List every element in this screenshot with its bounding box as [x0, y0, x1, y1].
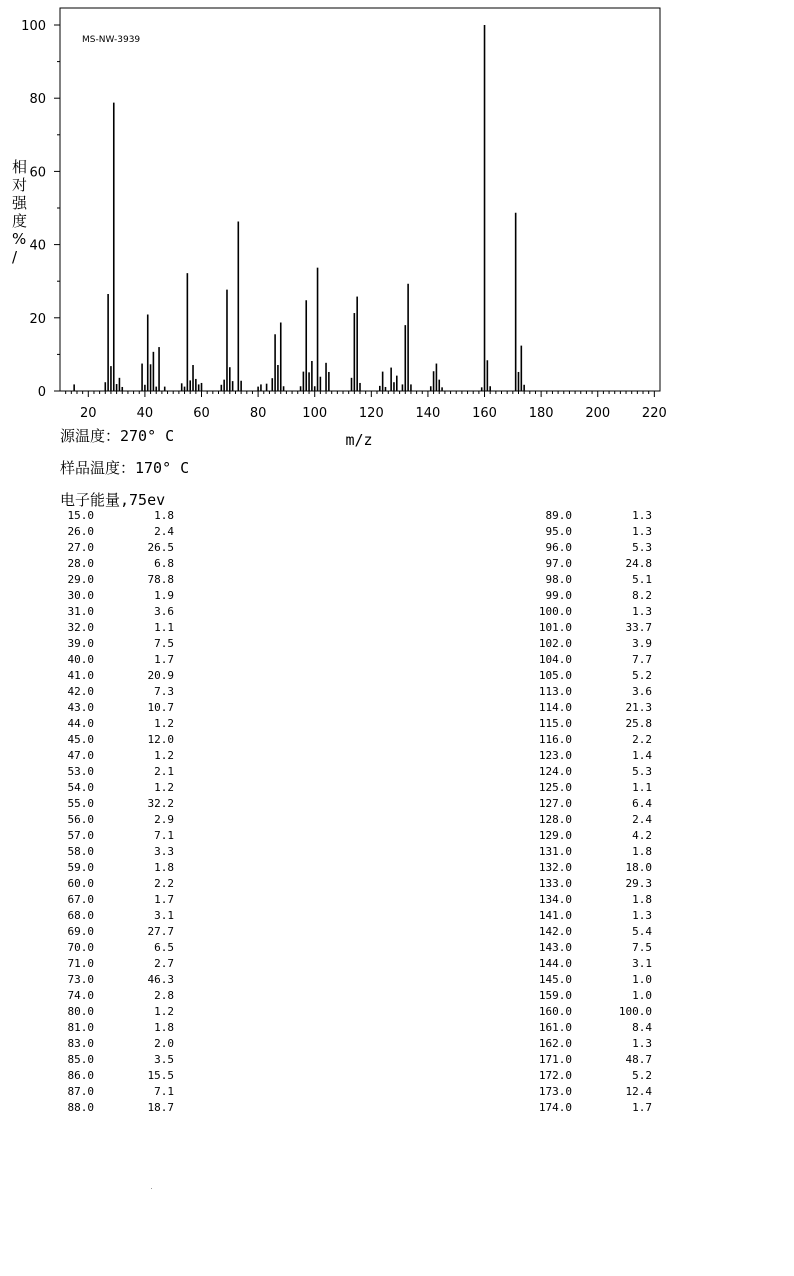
peak-row	[538, 956, 652, 972]
intensity-value: 33.7	[625, 621, 652, 634]
peak-row	[538, 844, 652, 860]
intensity-value: 7.7	[632, 653, 652, 666]
intensity-value: 15.5	[147, 1069, 174, 1082]
intensity-value: 5.1	[632, 573, 652, 586]
intensity-value: 1.8	[632, 893, 652, 906]
x-axis-ticks	[66, 391, 667, 421]
intensity-value: 18.0	[625, 861, 652, 874]
mz-value: 128.0	[538, 813, 572, 826]
peak-row	[60, 572, 174, 588]
mz-value: 159.0	[538, 989, 572, 1002]
intensity-value: 10.7	[147, 701, 174, 714]
mz-value: 172.0	[538, 1069, 572, 1082]
mz-value: 97.0	[545, 557, 572, 570]
mz-value: 104.0	[538, 653, 572, 666]
intensity-value: 8.4	[632, 1021, 652, 1034]
intensity-value: 7.5	[632, 941, 652, 954]
x-tick-label: 80	[249, 406, 267, 421]
mz-value: 102.0	[538, 637, 572, 650]
peak-row	[538, 636, 652, 652]
peak-row	[538, 940, 652, 956]
peak-table-right	[538, 508, 652, 1116]
mz-value: 145.0	[538, 973, 572, 986]
peak-row	[538, 1020, 652, 1036]
peak-row	[538, 700, 652, 716]
peak-row	[60, 1100, 174, 1116]
mz-value: 71.0	[67, 957, 94, 970]
peak-row	[538, 924, 652, 940]
x-tick-label: 140	[415, 406, 441, 421]
intensity-value: 6.8	[154, 557, 174, 570]
peak-row	[60, 588, 174, 604]
peak-row	[60, 988, 174, 1004]
mz-value: 123.0	[538, 749, 572, 762]
peak-row	[60, 844, 174, 860]
intensity-value: 3.3	[154, 845, 174, 858]
peak-row	[60, 876, 174, 892]
mz-value: 73.0	[67, 973, 94, 986]
mz-value: 29.0	[67, 573, 94, 586]
mz-value: 30.0	[67, 589, 94, 602]
mz-value: 125.0	[538, 781, 572, 794]
mz-value: 85.0	[67, 1053, 94, 1066]
mz-value: 174.0	[538, 1101, 572, 1114]
mz-value: 70.0	[67, 941, 94, 954]
mz-value: 28.0	[67, 557, 94, 570]
intensity-value: 3.1	[632, 957, 652, 970]
peak-row	[538, 972, 652, 988]
intensity-value: 78.8	[147, 573, 174, 586]
peak-row	[60, 652, 174, 668]
mz-value: 87.0	[67, 1085, 94, 1098]
y-tick-label: 100	[21, 19, 46, 34]
peak-row	[538, 812, 652, 828]
intensity-value: 1.3	[632, 509, 652, 522]
mz-value: 56.0	[67, 813, 94, 826]
intensity-value: 2.4	[632, 813, 652, 826]
intensity-value: 7.1	[154, 1085, 174, 1098]
mz-value: 101.0	[538, 621, 572, 634]
mz-value: 144.0	[538, 957, 572, 970]
intensity-value: 24.8	[625, 557, 652, 570]
mz-value: 142.0	[538, 925, 572, 938]
x-tick-label: 40	[136, 406, 154, 421]
peak-row	[538, 668, 652, 684]
intensity-value: 1.8	[154, 861, 174, 874]
intensity-value: 1.2	[154, 717, 174, 730]
mz-value: 80.0	[67, 1005, 94, 1018]
peak-row	[538, 524, 652, 540]
peak-row	[538, 556, 652, 572]
peak-row	[538, 1052, 652, 1068]
intensity-value: 3.1	[154, 909, 174, 922]
intensity-value: 26.5	[147, 541, 174, 554]
peak-row	[538, 764, 652, 780]
intensity-value: 46.3	[147, 973, 174, 986]
intensity-value: 12.4	[625, 1085, 652, 1098]
peak-row	[60, 1020, 174, 1036]
intensity-value: 3.5	[154, 1053, 174, 1066]
peak-row	[538, 732, 652, 748]
mz-value: 45.0	[67, 733, 94, 746]
intensity-value: 5.2	[632, 669, 652, 682]
mz-value: 42.0	[67, 685, 94, 698]
mz-value: 58.0	[67, 845, 94, 858]
peak-row	[538, 716, 652, 732]
y-axis-label: 相对强度% /	[12, 158, 28, 266]
mz-value: 60.0	[67, 877, 94, 890]
peak-row	[538, 780, 652, 796]
x-axis-label: m/z	[345, 431, 373, 449]
intensity-value: 4.2	[632, 829, 652, 842]
intensity-value: 21.3	[625, 701, 652, 714]
intensity-value: 1.3	[632, 605, 652, 618]
intensity-value: 5.3	[632, 541, 652, 554]
intensity-value: 29.3	[625, 877, 652, 890]
peak-row	[60, 620, 174, 636]
y-tick-label: 0	[37, 385, 46, 400]
intensity-value: 1.8	[632, 845, 652, 858]
peak-row	[60, 668, 174, 684]
peak-row	[60, 540, 174, 556]
peak-row	[60, 924, 174, 940]
mz-value: 116.0	[538, 733, 572, 746]
mz-value: 105.0	[538, 669, 572, 682]
mz-value: 68.0	[67, 909, 94, 922]
peak-row	[538, 540, 652, 556]
mz-value: 53.0	[67, 765, 94, 778]
sample-temperature: 样品温度：170° C	[60, 459, 190, 477]
peak-table-left	[60, 508, 174, 1116]
peak-row	[60, 508, 174, 524]
mz-value: 160.0	[538, 1005, 572, 1018]
peak-row	[60, 1036, 174, 1052]
peak-row	[60, 956, 174, 972]
mz-value: 54.0	[67, 781, 94, 794]
plot-frame	[60, 8, 660, 391]
intensity-value: 1.3	[632, 1037, 652, 1050]
peak-row	[538, 1084, 652, 1100]
peak-row	[538, 620, 652, 636]
mz-value: 124.0	[538, 765, 572, 778]
y-tick-label: 20	[29, 311, 46, 327]
intensity-value: 18.7	[147, 1101, 174, 1114]
mz-value: 81.0	[67, 1021, 94, 1034]
mz-value: 86.0	[67, 1069, 94, 1082]
peak-row	[538, 684, 652, 700]
mz-value: 69.0	[67, 925, 94, 938]
mz-value: 162.0	[538, 1037, 572, 1050]
mz-value: 127.0	[538, 797, 572, 810]
mz-value: 99.0	[545, 589, 572, 602]
mz-value: 113.0	[538, 685, 572, 698]
peak-row	[60, 748, 174, 764]
mz-value: 133.0	[538, 877, 572, 890]
mz-value: 32.0	[67, 621, 94, 634]
peak-row	[60, 796, 174, 812]
electron-energy: 电子能量,75ev	[60, 491, 166, 509]
intensity-value: 1.8	[154, 1021, 174, 1034]
peak-row	[60, 556, 174, 572]
peak-bars	[74, 25, 524, 391]
mz-value: 114.0	[538, 701, 572, 714]
peak-row	[538, 1004, 652, 1020]
mz-value: 31.0	[67, 605, 94, 618]
peak-row	[538, 796, 652, 812]
peak-row	[538, 876, 652, 892]
mz-value: 88.0	[67, 1101, 94, 1114]
intensity-value: 2.8	[154, 989, 174, 1002]
mz-value: 74.0	[67, 989, 94, 1002]
intensity-value: 3.9	[632, 637, 652, 650]
intensity-value: 5.4	[632, 925, 652, 938]
source-temperature: 源温度：270° C	[60, 427, 175, 445]
mz-value: 83.0	[67, 1037, 94, 1050]
intensity-value: 7.1	[154, 829, 174, 842]
peak-row	[538, 1100, 652, 1116]
mz-value: 41.0	[67, 669, 94, 682]
intensity-value: 6.4	[632, 797, 652, 810]
peak-row	[538, 1068, 652, 1084]
intensity-value: 2.4	[154, 525, 174, 538]
intensity-value: 100.0	[618, 1005, 652, 1018]
peak-row	[60, 972, 174, 988]
mz-value: 89.0	[545, 509, 572, 522]
intensity-value: 1.0	[632, 989, 652, 1002]
intensity-value: 1.3	[632, 909, 652, 922]
intensity-value: 12.0	[147, 733, 174, 746]
mz-value: 47.0	[67, 749, 94, 762]
mz-value: 171.0	[538, 1053, 572, 1066]
mz-value: 141.0	[538, 909, 572, 922]
peak-row	[538, 988, 652, 1004]
intensity-value: 2.0	[154, 1037, 174, 1050]
x-tick-label: 160	[472, 406, 497, 421]
mz-value: 95.0	[545, 525, 572, 538]
mz-value: 59.0	[67, 861, 94, 874]
x-tick-label: 180	[528, 406, 554, 421]
peak-row	[538, 508, 652, 524]
peak-row	[538, 828, 652, 844]
peak-row	[538, 860, 652, 876]
intensity-value: 1.2	[154, 1005, 174, 1018]
peak-row	[60, 684, 174, 700]
x-tick-label: 200	[585, 406, 611, 421]
mz-value: 55.0	[67, 797, 94, 810]
intensity-value: 1.3	[632, 525, 652, 538]
mz-value: 40.0	[67, 653, 94, 666]
peak-row	[60, 524, 174, 540]
peak-row	[60, 716, 174, 732]
mz-value: 57.0	[67, 829, 94, 842]
peak-row	[538, 588, 652, 604]
mz-value: 129.0	[538, 829, 572, 842]
mz-value: 134.0	[538, 893, 572, 906]
peak-row	[538, 572, 652, 588]
intensity-value: 7.3	[154, 685, 174, 698]
intensity-value: 2.2	[632, 733, 652, 746]
intensity-value: 2.7	[154, 957, 174, 970]
mz-value: 39.0	[67, 637, 94, 650]
intensity-value: 20.9	[147, 669, 174, 682]
mz-value: 173.0	[538, 1085, 572, 1098]
intensity-value: 1.8	[154, 509, 174, 522]
mz-value: 132.0	[538, 861, 572, 874]
mz-value: 100.0	[538, 605, 572, 618]
peak-row	[60, 604, 174, 620]
peak-row	[60, 764, 174, 780]
intensity-value: 5.3	[632, 765, 652, 778]
peak-row	[60, 940, 174, 956]
intensity-value: 1.2	[154, 749, 174, 762]
peak-row	[60, 812, 174, 828]
mz-value: 115.0	[538, 717, 572, 730]
mz-value: 26.0	[67, 525, 94, 538]
intensity-value: 6.5	[154, 941, 174, 954]
peak-row	[60, 860, 174, 876]
intensity-value: 1.9	[154, 589, 174, 602]
mz-value: 67.0	[67, 893, 94, 906]
peak-row	[538, 604, 652, 620]
peak-row	[60, 828, 174, 844]
intensity-value: 1.7	[154, 893, 174, 906]
intensity-value: 1.4	[632, 749, 652, 762]
intensity-value: 2.9	[154, 813, 174, 826]
peak-row	[60, 1084, 174, 1100]
peak-row	[538, 748, 652, 764]
y-tick-label: 40	[29, 238, 46, 254]
peak-row	[538, 1036, 652, 1052]
mz-value: 96.0	[545, 541, 572, 554]
intensity-value: 48.7	[625, 1053, 652, 1066]
peak-row	[538, 892, 652, 908]
mz-value: 143.0	[538, 941, 572, 954]
intensity-value: 2.1	[154, 765, 174, 778]
peak-row	[60, 908, 174, 924]
peak-row	[538, 908, 652, 924]
y-tick-label: 60	[29, 165, 46, 181]
mz-value: 161.0	[538, 1021, 572, 1034]
stray-dot	[151, 1188, 152, 1189]
y-tick-label: 80	[29, 92, 46, 108]
intensity-value: 8.2	[632, 589, 652, 602]
mass-spectrum-chart	[0, 0, 794, 460]
mz-value: 131.0	[538, 845, 572, 858]
peak-row	[60, 732, 174, 748]
intensity-value: 7.5	[154, 637, 174, 650]
mz-value: 15.0	[67, 509, 94, 522]
mz-value: 27.0	[67, 541, 94, 554]
intensity-value: 25.8	[625, 717, 652, 730]
intensity-value: 1.7	[154, 653, 174, 666]
peak-row	[60, 1004, 174, 1020]
x-tick-label: 60	[193, 406, 210, 421]
intensity-value: 1.2	[154, 781, 174, 794]
peak-row	[60, 1052, 174, 1068]
x-tick-label: 100	[302, 406, 328, 421]
chart-title: MS-NW-3939	[82, 35, 141, 45]
intensity-value: 1.1	[632, 781, 652, 794]
intensity-value: 2.2	[154, 877, 174, 890]
intensity-value: 3.6	[632, 685, 652, 698]
intensity-value: 32.2	[147, 797, 174, 810]
x-tick-label: 220	[641, 406, 667, 421]
x-tick-label: 120	[358, 406, 384, 421]
intensity-value: 27.7	[147, 925, 174, 938]
peak-row	[60, 892, 174, 908]
mz-value: 98.0	[545, 573, 572, 586]
intensity-value: 1.1	[154, 621, 174, 634]
peak-row	[60, 700, 174, 716]
intensity-value: 5.2	[632, 1069, 652, 1082]
intensity-value: 1.7	[632, 1101, 652, 1114]
mz-value: 43.0	[67, 701, 94, 714]
peak-row	[538, 652, 652, 668]
peak-row	[60, 1068, 174, 1084]
peak-row	[60, 780, 174, 796]
intensity-value: 1.0	[632, 973, 652, 986]
intensity-value: 3.6	[154, 605, 174, 618]
mz-value: 44.0	[67, 717, 94, 730]
x-tick-label: 20	[80, 406, 97, 421]
peak-row	[60, 636, 174, 652]
